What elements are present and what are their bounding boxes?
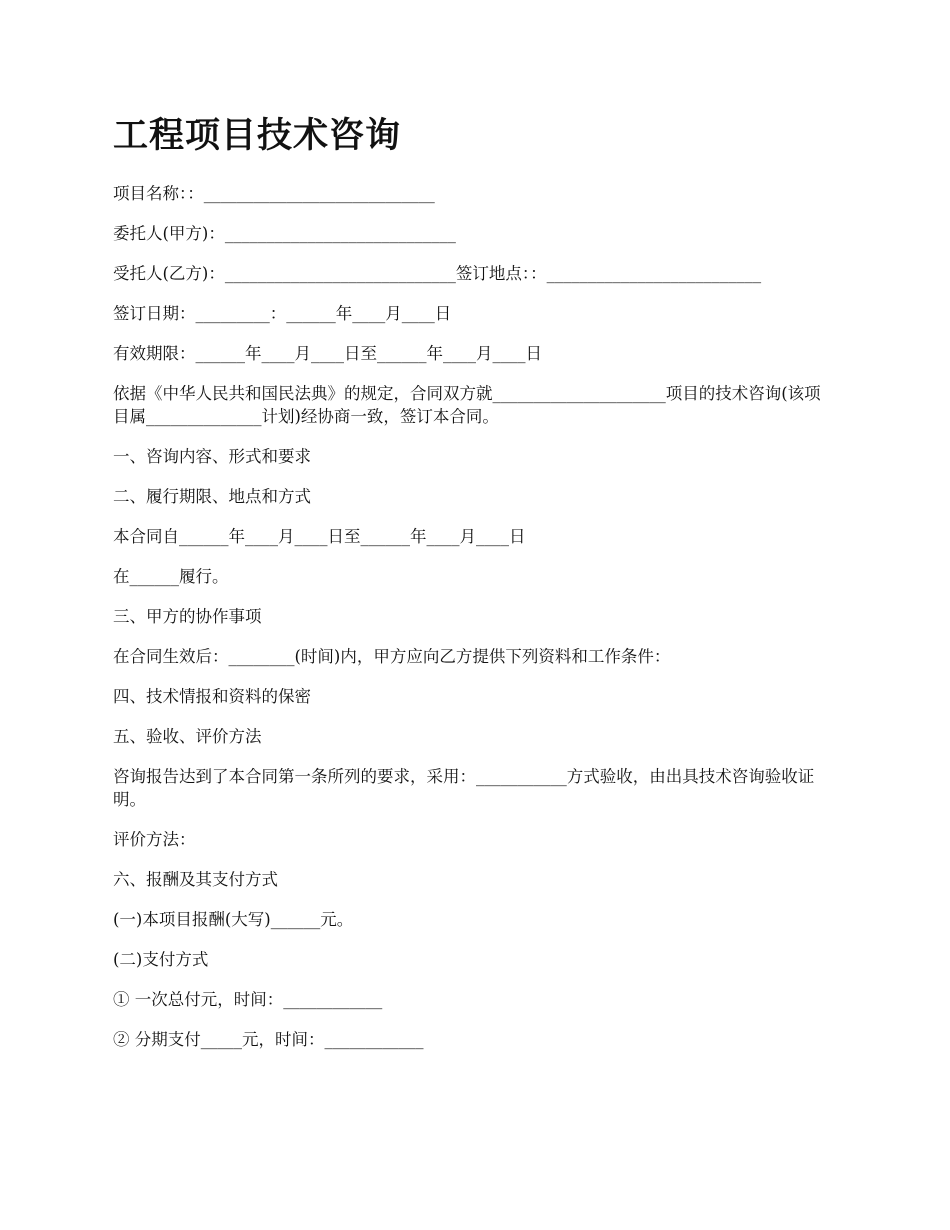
paragraph-signing-date: 签订日期：_________：______年____月____日 [113, 304, 452, 323]
paragraph-contractor: 受托人(乙方)：____________________________签订地点：：__________________________ [113, 264, 762, 283]
document-title: 工程项目技术咨询 [113, 115, 402, 156]
section-heading-5: 五、验收、评价方法 [113, 727, 262, 746]
paragraph-evaluation-method: 评价方法： [113, 830, 196, 849]
paragraph-client: 委托人(甲方)：____________________________ [113, 224, 456, 243]
document-page [113, 112, 835, 1068]
paragraph-payment-method: (二)支付方式 [113, 950, 209, 969]
paragraph-project-name: 项目名称：：____________________________ [113, 184, 435, 203]
paragraph-performance-period: 本合同自______年____月____日至______年____月____日 [113, 527, 526, 546]
paragraph-performance-place: 在______履行。 [113, 567, 229, 586]
paragraph-payment-installment: ② 分期支付_____元，时间：____________ [113, 1030, 424, 1049]
paragraph-cooperation: 在合同生效后：________(时间)内，甲方应向乙方提供下列资料和工作条件： [113, 647, 671, 666]
section-heading-4: 四、技术情报和资料的保密 [113, 687, 311, 706]
paragraph-acceptance: 咨询报告达到了本合同第一条所列的要求，采用：___________方式验收，由出具技术咨询验收证明。 [113, 767, 815, 809]
paragraph-basis: 依据《中华人民共和国民法典》的规定，合同双方就_____________________项目的技术咨询(该项目属______________计划)经协商一致，签订本合同。 [113, 384, 821, 426]
document-body [113, 182, 835, 1051]
section-heading-1: 一、咨询内容、形式和要求 [113, 447, 311, 466]
section-heading-3: 三、甲方的协作事项 [113, 607, 262, 626]
paragraph-payment-lump-sum: ① 一次总付元，时间：____________ [113, 990, 383, 1009]
section-heading-6: 六、报酬及其支付方式 [113, 870, 278, 889]
section-heading-2: 二、履行期限、地点和方式 [113, 487, 311, 506]
paragraph-remuneration: (一)本项目报酬(大写)______元。 [113, 910, 354, 929]
paragraph-validity: 有效期限：______年____月____日至______年____月____日 [113, 344, 542, 363]
